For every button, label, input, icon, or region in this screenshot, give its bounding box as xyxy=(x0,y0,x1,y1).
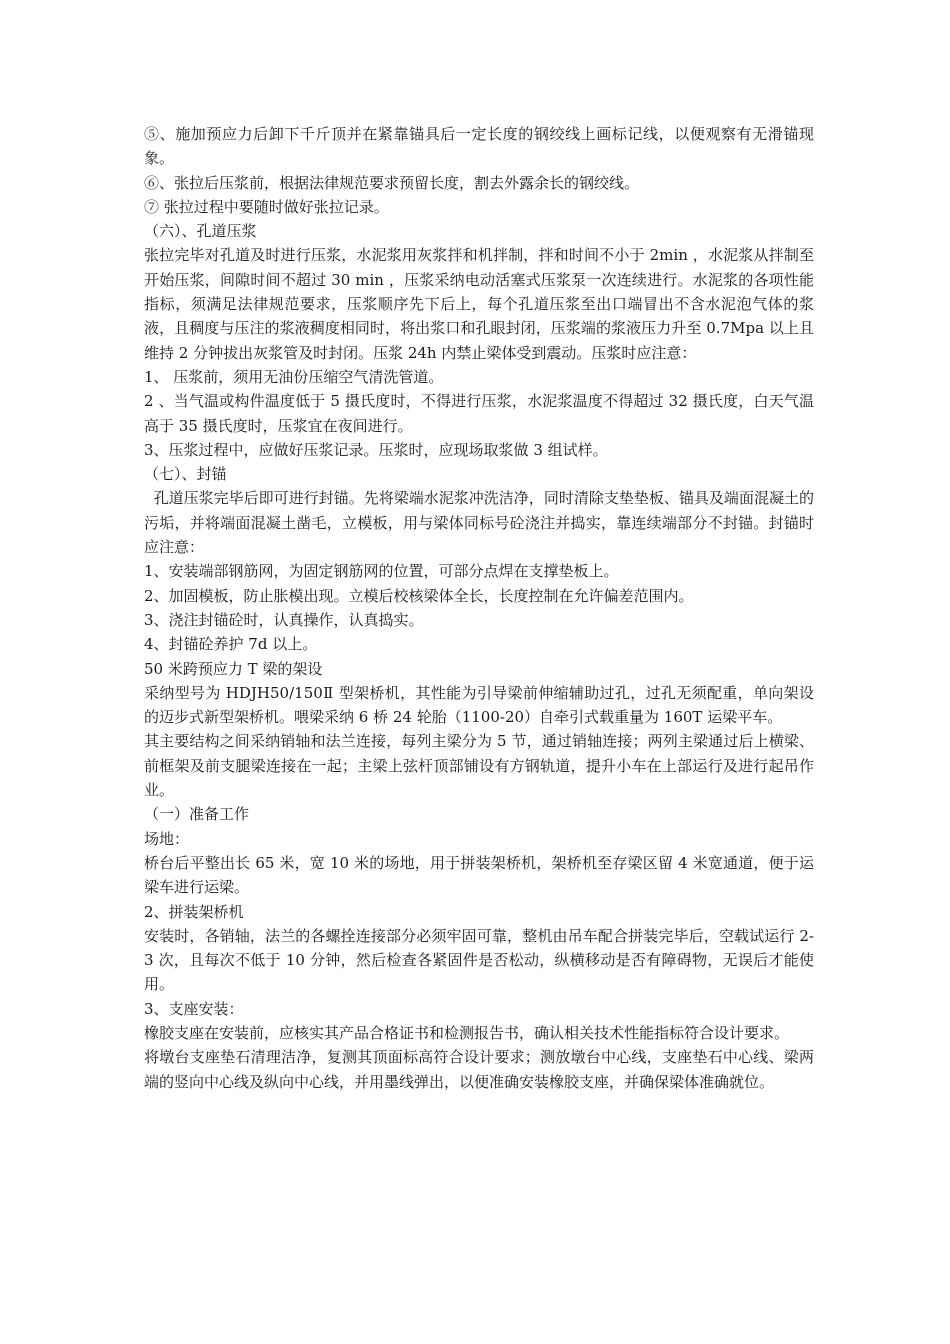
paragraph-assembly-body: 安装时，各销轴，法兰的各螺拴连接部分必须牢固可靠，整机由吊车配合拼装完毕后，空载试运行 2-3 次，且每次不低于 10 分钟，然后检查各紧固件是否松动，纵横移动是否有障碍物，无误后才能使用。 xyxy=(144,926,814,994)
list-item-sealing-4: 4、封锚砼养护 7d 以上。 xyxy=(144,635,318,654)
section-heading-anchor-sealing: （七）、封锚 xyxy=(144,465,227,484)
section-heading-preparation: （一）准备工作 xyxy=(144,805,250,824)
section-heading-t-beam-erection: 50 米跨预应力 T 梁的架设 xyxy=(144,659,323,678)
paragraph-bearing-check: 橡胶支座在安装前，应核实其产品合格证书和检测报告书，确认相关技术性能指标符合设计要求。 xyxy=(144,1023,790,1042)
subheading-bearing-installation: 3、支座安装： xyxy=(144,999,244,1018)
list-item-sealing-1: 1、安装端部钢筋网，为固定钢筋网的位置，可部分点焊在支撑垫板上。 xyxy=(144,562,619,581)
paragraph-main-structure: 其主要结构之间采纳销轴和法兰连接，每列主梁分为 5 节，通过销轴连接；两列主梁通过后上横梁、前框架及前支腿梁连接在一起；主梁上弦杆顶部铺设有方钢轨道，提升小车在上部运行及进行起吊作业。 xyxy=(144,732,814,800)
paragraph-step-7: ⑦ 张拉过程中要随时做好张拉记录。 xyxy=(144,197,389,216)
list-item-grouting-1: 1、 压浆前，须用无油份压缩空气清洗管道。 xyxy=(144,367,444,386)
paragraph-anchor-sealing-body: 孔道压浆完毕后即可进行封锚。先将梁端水泥浆冲洗洁净，同时清除支垫垫板、锚具及端面混凝土的污垢，并将端面混凝土凿毛，立模板，用与梁体同标号砼浇注并捣实，靠连续端部分不封锚。封锚时应注意： xyxy=(144,489,814,557)
paragraph-step-5: ⑤、施加预应力后卸下千斤顶并在紧靠锚具后一定长度的钢绞线上画标记线，以便观察有无滑锚现象。 xyxy=(144,125,814,168)
document-body xyxy=(144,122,814,1094)
paragraph-bridge-machine: 采纳型号为 HDJH50/150Ⅱ 型架桥机，其性能为引导梁前伸缩辅助过孔，过孔无须配重，单向架设的迈步式新型架桥机。喂梁采纳 6 桥 24 轮胎（1100-20）自牵引式载重量为 160T 运梁平车。 xyxy=(144,683,814,727)
list-item-sealing-3: 3、浇注封锚砼时，认真操作，认真捣实。 xyxy=(144,610,424,629)
subheading-site: 场地： xyxy=(144,829,190,848)
paragraph-step-6: ⑥、张拉后压浆前，根据法律规范要求预留长度，割去外露余长的钢绞线。 xyxy=(144,173,640,192)
paragraph-bearing-placement: 将墩台支座垫石清理洁净，复测其顶面标高符合设计要求；测放墩台中心线，支座垫石中心线、梁两端的竖向中心线及纵向中心线，并用墨线弹出，以便准确安装橡胶支座，并确保梁体准确就位。 xyxy=(144,1048,814,1091)
paragraph-grouting-body: 张拉完毕对孔道及时进行压浆，水泥浆用灰浆拌和机拌制，拌和时间不小于 2min ，水泥浆从拌制至开始压浆，间隙时间不超过 30 min ，压浆采纳电动活塞式压浆泵一次连续进行。水泥浆的各项性能指标，须满足法律规范要求，压浆顺序先下后上，每个孔道压浆至出口端冒出不含水泥泡气体的浆液，且稠度与压注的浆液稠度相同时，将出浆口和孔眼封闭，压浆端的浆液压力升至 0.7Mpa 以上且维持 2 分钟拔出灰浆管及时封闭。压浆 24h 内禁止梁体受到震动。压浆时应注意： xyxy=(144,246,814,362)
section-heading-grouting: （六）、孔道压浆 xyxy=(144,222,257,241)
paragraph-site-body: 桥台后平整出长 65 米，宽 10 米的场地，用于拼装架桥机，架桥机至存梁区留 4 米宽通道，便于运梁车进行运梁。 xyxy=(144,853,814,897)
list-item-sealing-2: 2、加固模板，防止胀模出现。立模后校核梁体全长，长度控制在允许偏差范围内。 xyxy=(144,586,694,605)
subheading-assembly: 2、拼装架桥机 xyxy=(144,902,244,921)
list-item-grouting-3: 3、压浆过程中，应做好压浆记录。压浆时，应现场取浆做 3 组试样。 xyxy=(144,440,608,459)
list-item-grouting-2: 2 、当气温或构件温度低于 5 摄氏度时，不得进行压浆，水泥浆温度不得超过 32 摄氏度，白天气温高于 35 摄氏度时，压浆宜在夜间进行。 xyxy=(144,392,814,435)
